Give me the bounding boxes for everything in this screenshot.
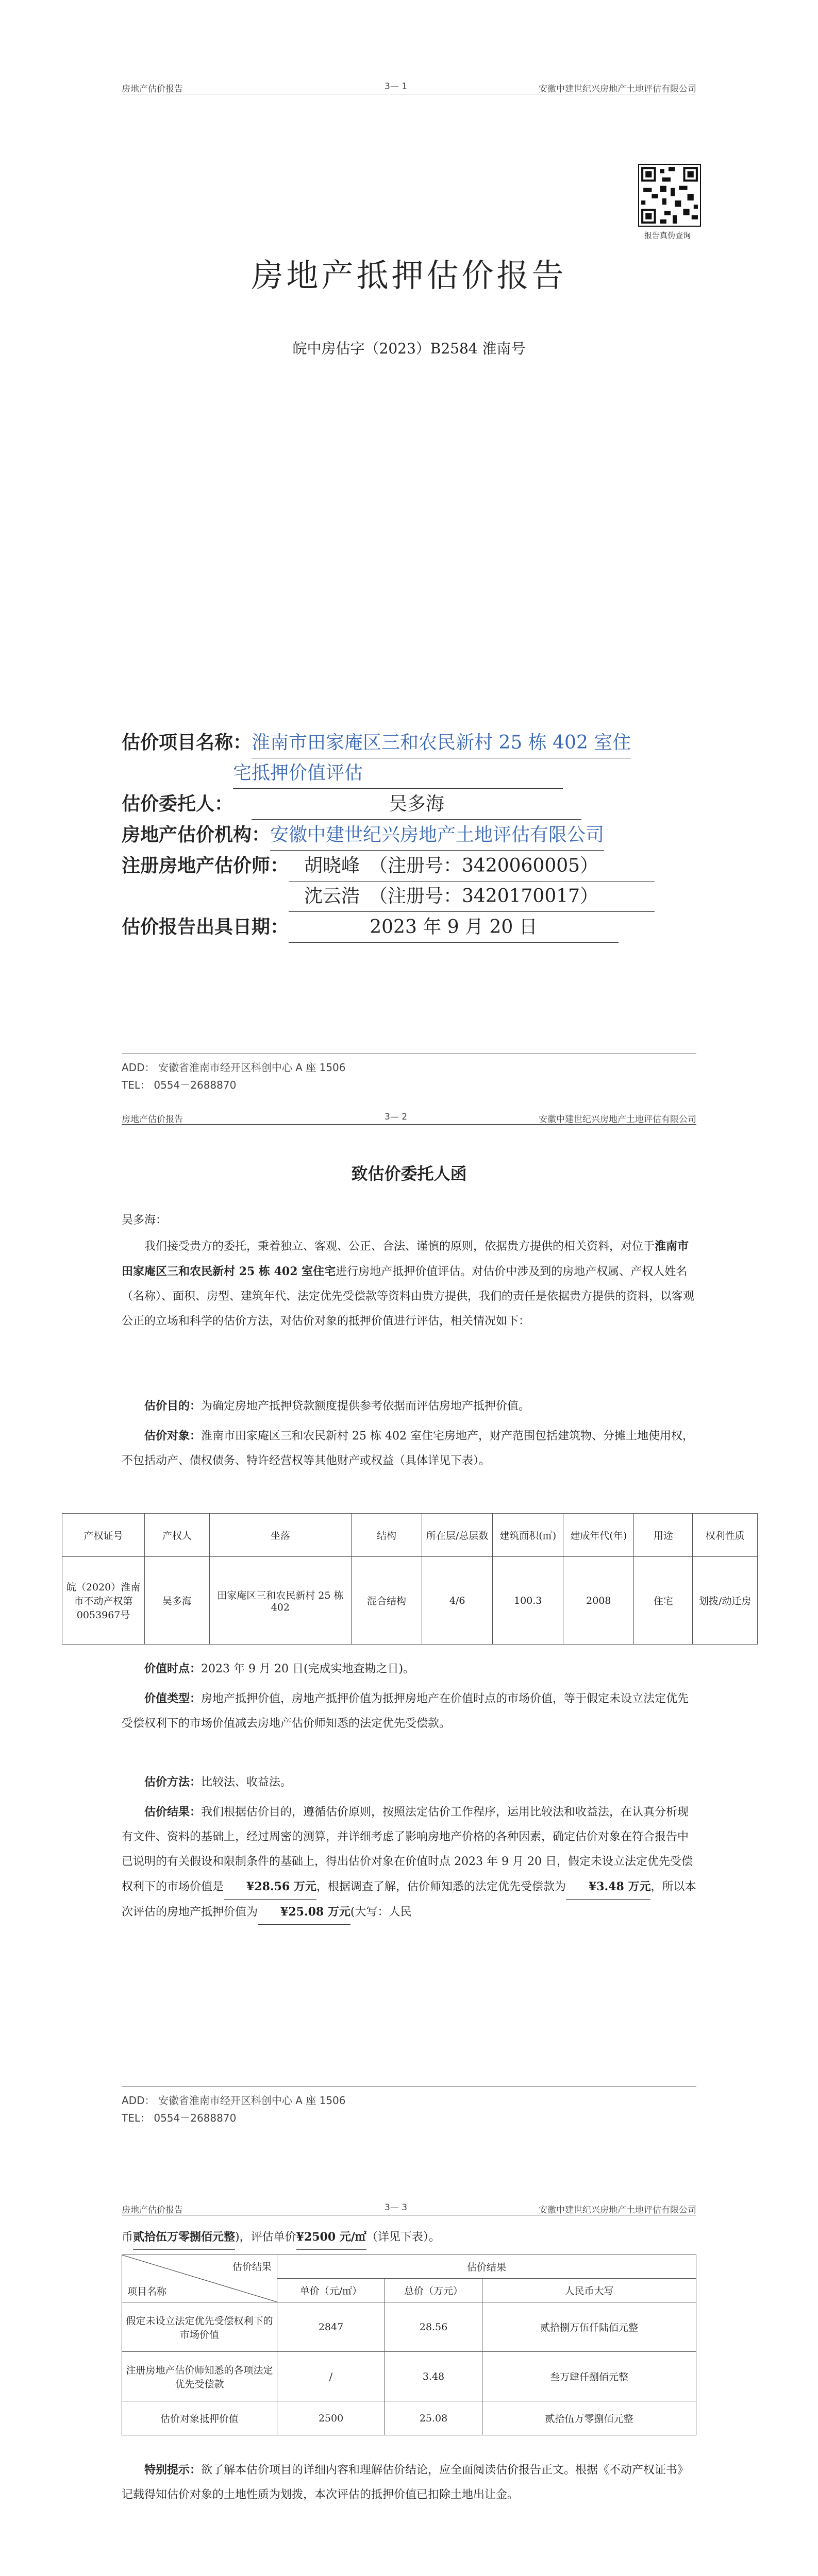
section-title: 致估价委托人函 [351, 1164, 467, 1183]
appraiser-label: 注册房地产估价师： [122, 855, 289, 876]
table-cell: 25.08 [385, 2401, 482, 2435]
appraiser-2: 沈云浩 （注册号：3420170017） [289, 882, 655, 912]
property-table [62, 1513, 758, 1645]
header-left: 房地产估价报告 [122, 1114, 183, 1125]
table-header-cell: 估价结果 [277, 2255, 696, 2279]
value-time-label: 价值时点： [144, 1662, 202, 1675]
header-right: 安徽中建世纪兴房地产土地评估有限公司 [539, 1114, 696, 1125]
object-paragraph [122, 1423, 696, 1473]
value-type-text: 房地产抵押价值，房地产抵押价值为抵押房地产在价值时点的市场价值，等于假定未设立法定优先受偿权利下的市场价值减去房地产估价师知悉的法定优先受偿款。 [122, 1692, 689, 1730]
table-row [62, 1557, 758, 1645]
intro-text-a: 我们接受贵方的委托，秉着独立、客观、公正、合法、谨慎的原则，依据贵方提供的相关资料，对位于 [144, 1240, 655, 1253]
result-text-b: ，根据调查了解，估价师知悉的法定优先受偿款为 [316, 1880, 566, 1893]
purpose-paragraph [122, 1394, 696, 1419]
table-header-cell: 权利性质 [693, 1514, 758, 1557]
header-page-number: 3— 3 [385, 2202, 408, 2213]
table-header-cell: 建筑面积(㎡) [493, 1514, 563, 1557]
table-row [122, 2352, 696, 2401]
cover-info [122, 727, 696, 943]
table-header-cell: 建成年代(年) [563, 1514, 634, 1557]
page-1 [0, 0, 818, 1100]
table-cell: 4/6 [422, 1557, 493, 1645]
appraiser-row-2 [122, 882, 696, 912]
footer-address: ADD： 安徽省淮南市经开区科创中心 A 座 1506 [122, 2094, 346, 2107]
page-footer [122, 2092, 346, 2127]
result-text-d: (大写：人民 [350, 1906, 412, 1919]
value-time-text: 2023 年 9 月 20 日(完成实地查勘之日)。 [201, 1663, 415, 1675]
qr-code-icon[interactable] [638, 164, 701, 227]
page-3 [0, 2200, 818, 2576]
priority-payment-value: ¥3.48 万元 [566, 1874, 651, 1900]
client-value: 吴多海 [252, 789, 581, 820]
table-row [122, 2302, 696, 2352]
table-header-cell: 单价（元/㎡） [277, 2279, 385, 2302]
header-page-number: 3— 2 [385, 1112, 408, 1122]
table-header-cell: 产权人 [145, 1514, 210, 1557]
value-type-paragraph [122, 1686, 696, 1736]
agency-value: 安徽中建世纪兴房地产土地评估有限公司 [270, 820, 604, 851]
cont-text-c: （详见下表）。 [366, 2231, 440, 2244]
table-header-cell: 用途 [634, 1514, 693, 1557]
table-header-cell: 产权证号 [62, 1514, 145, 1557]
table-header-cell: 坐落 [209, 1514, 351, 1557]
result-text-a: 我们根据估价目的，遵循估价原则，按照法定估价工作程序，运用比较法和收益法，在认真分析现有文件、资料的基础上，经过周密的测算，并详细考虑了影响房地产价格的各种因素，确定估价对象在符合报告中已说明的有关假设和限制条件的基础上，得出估价对象在价值时点 2023 年 9 月 20 日，假定未设立法定优先受偿权利下的市场价值是 [122, 1806, 693, 1893]
corner-label-top: 估价结果 [232, 2261, 272, 2273]
table-cell: 2500 [277, 2401, 385, 2435]
table-cell: 100.3 [493, 1557, 563, 1645]
table-header-cell: 所在层/总层数 [422, 1514, 493, 1557]
table-cell: 3.48 [385, 2352, 482, 2401]
header-right: 安徽中建世纪兴房地产土地评估有限公司 [539, 2205, 696, 2215]
project-name-row [122, 727, 696, 758]
method-text: 比较法、收益法。 [201, 1776, 292, 1789]
table-cell: 皖（2020）淮南市不动产权第0053967号 [62, 1557, 145, 1645]
method-label: 估价方法： [144, 1775, 202, 1789]
page-footer [122, 1059, 346, 1094]
valuation-table-header [122, 2255, 696, 2279]
header-right: 安徽中建世纪兴房地产土地评估有限公司 [539, 84, 696, 94]
valuation-table [122, 2255, 696, 2435]
project-name-row-2 [122, 758, 696, 789]
purpose-text: 为确定房地产抵押贷款额度提供参考依据而评估房地产抵押价值。 [201, 1400, 530, 1413]
report-date-label: 估价报告出具日期： [122, 916, 289, 938]
special-tip-paragraph [122, 2458, 696, 2507]
header-page-number: 3— 1 [385, 81, 408, 92]
intro-text-c: 进行房地产抵押价值评估。对估价中涉及到的房地产权属、产权人姓名（名称）、面积、房型、建筑年代、法定优先受偿款等资料由贵方提供，我们的责任是依据贵方提供的资料，以客观公正的立场和科学的估价方法，对估价对象的抵押价值进行评估，相关情况如下： [122, 1265, 695, 1328]
table-row [122, 2401, 696, 2435]
table-header-cell: 人民币大写 [482, 2279, 696, 2302]
header-rule [122, 1124, 696, 1125]
cont-text-a: 币 [122, 2231, 133, 2244]
table-cell: 贰拾伍万零捌佰元整 [482, 2401, 696, 2435]
intro-paragraph [122, 1234, 696, 1334]
special-tip-label: 特别提示： [144, 2463, 202, 2477]
object-text: 淮南市田家庵区三和农民新村 25 栋 402 室住宅房地产，财产范围包括建筑物、分摊土地使用权，不包括动产、债权债务、特许经营权等其他财产或权益（具体详见下表）。 [122, 1430, 694, 1467]
diagonal-header-cell [122, 2255, 277, 2302]
mortgage-value: ¥25.08 万元 [258, 1900, 350, 1925]
table-cell: 贰拾捌万伍仟陆佰元整 [482, 2302, 696, 2352]
appraiser-row [122, 851, 696, 882]
corner-label-bottom: 项目名称 [127, 2286, 167, 2297]
table-cell: 叁万肆仟捌佰元整 [482, 2352, 696, 2401]
footer-tel: TEL： 0554－2688870 [122, 2112, 237, 2124]
appraiser-1: 胡晓峰 （注册号：3420060005） [289, 851, 655, 882]
header-left: 房地产估价报告 [122, 84, 183, 94]
report-number: 皖中房估字（2023）B2584 淮南号 [292, 340, 526, 357]
client-row [122, 789, 696, 820]
table-cell: 混合结构 [352, 1557, 422, 1645]
table-cell: 假定未设立法定优先受偿权利下的市场价值 [122, 2302, 277, 2352]
table-cell: 划拨/动迁房 [693, 1557, 758, 1645]
table-header-cell: 结构 [352, 1514, 422, 1557]
project-name-value: 淮南市田家庵区三和农民新村 25 栋 402 室住 [252, 728, 631, 758]
table-cell: 住宅 [634, 1557, 693, 1645]
property-table-header [62, 1514, 758, 1557]
method-paragraph [122, 1770, 696, 1795]
table-cell: 估价对象抵押价值 [122, 2401, 277, 2435]
cont-text-b: )，评估单价 [235, 2231, 296, 2244]
agency-label: 房地产估价机构： [122, 824, 271, 845]
continued-text [122, 2225, 696, 2250]
result-text-c: ，所以本次评估的房地产抵押价值为 [122, 1880, 696, 1919]
unit-price: ¥2500 元/㎡ [296, 2225, 366, 2250]
footer-tel: TEL： 0554－2688870 [122, 1079, 237, 1091]
value-time-paragraph [122, 1656, 696, 1682]
table-cell: 吴多海 [145, 1557, 210, 1645]
salutation: 吴多海： [122, 1214, 168, 1227]
result-paragraph [122, 1800, 696, 1925]
mortgage-value-words: 贰拾伍万零捌佰元整 [133, 2225, 235, 2250]
report-title: 房地产抵押估价报告 [251, 257, 567, 294]
header-left: 房地产估价报告 [122, 2205, 183, 2215]
value-type-label: 价值类型： [144, 1692, 202, 1705]
special-tip-text: 欲了解本估价项目的详细内容和理解估价结论，应全面阅读估价报告正文。根据《不动产权证书》记载得知估价对象的土地性质为划拨，本次评估的抵押价值已扣除土地出让金。 [122, 2464, 689, 2501]
project-name-value-2: 宅抵押价值评估 [233, 758, 563, 789]
table-cell: 田家庵区三和农民新村 25 栋 402 [209, 1557, 351, 1645]
report-date-value: 2023 年 9 月 20 日 [289, 912, 619, 943]
table-cell: 28.56 [385, 2302, 482, 2352]
page-2 [0, 1100, 818, 2200]
result-label: 估价结果： [144, 1805, 202, 1819]
project-name-label: 估价项目名称： [122, 732, 252, 753]
property-address: 淮南市田家庵区三和农民新村 25 栋 402 室住宅 [122, 1240, 689, 1278]
footer-address: ADD： 安徽省淮南市经开区科创中心 A 座 1506 [122, 1061, 346, 1074]
qr-caption: 报告真伪查询 [644, 231, 691, 240]
table-cell: 注册房地产估价师知悉的各项法定优先受偿款 [122, 2352, 277, 2401]
agency-row [122, 820, 696, 851]
table-cell: 2847 [277, 2302, 385, 2352]
purpose-label: 估价目的： [144, 1399, 202, 1413]
market-value: ¥28.56 万元 [224, 1874, 316, 1900]
client-label: 估价委托人： [122, 793, 233, 815]
table-cell: 2008 [563, 1557, 634, 1645]
table-cell: / [277, 2352, 385, 2401]
object-label: 估价对象： [144, 1429, 202, 1443]
report-date-row [122, 912, 696, 943]
table-header-cell: 总价（万元） [385, 2279, 482, 2302]
